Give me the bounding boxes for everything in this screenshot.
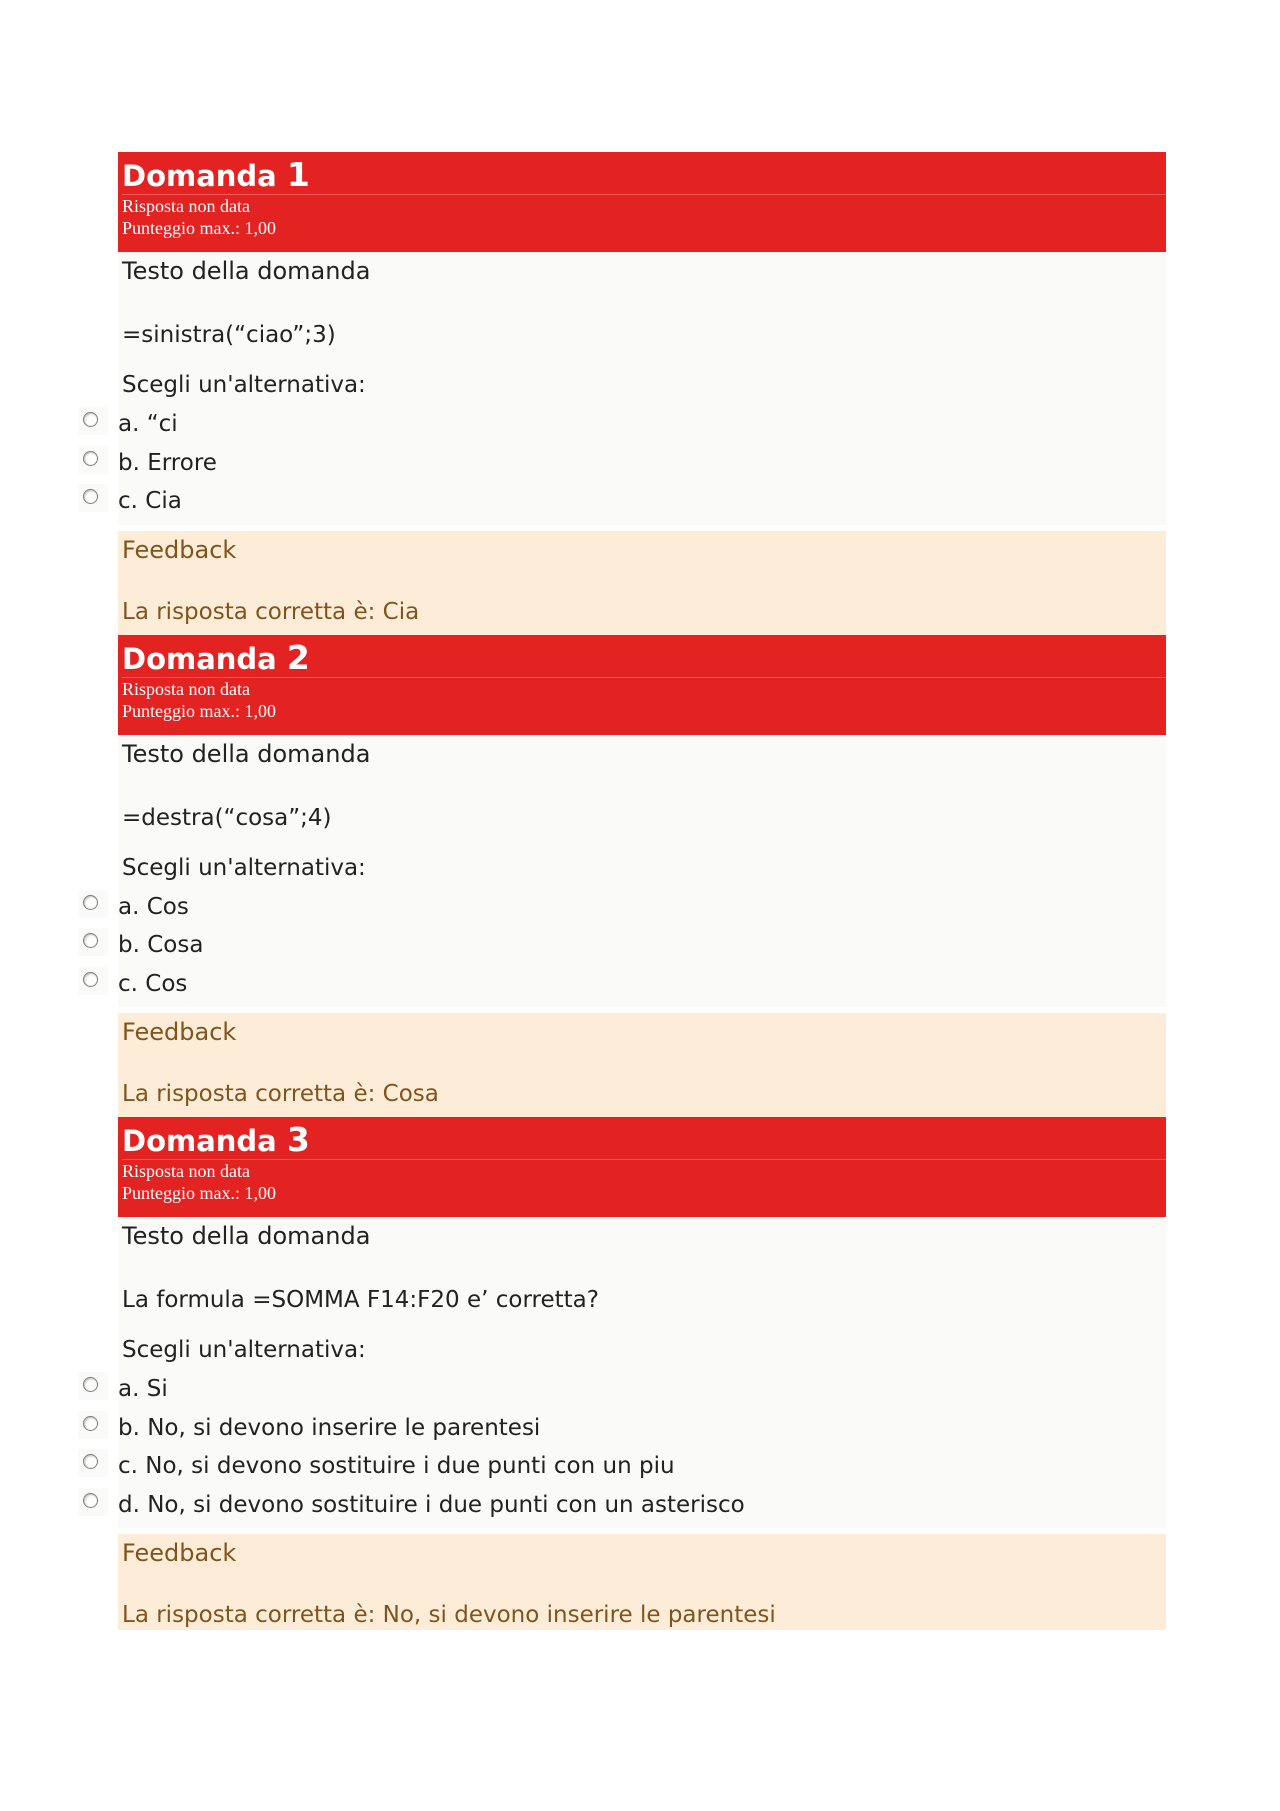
- question-text: =sinistra(“ciao”;3): [122, 322, 336, 348]
- question-title: [122, 155, 1166, 194]
- radio-button-icon[interactable]: [83, 1493, 98, 1508]
- answer-option-d[interactable]: [118, 1486, 1166, 1525]
- question-body: [118, 735, 1166, 1008]
- answer-option-label: c. Cia: [118, 488, 182, 514]
- answer-options: [118, 405, 1166, 525]
- feedback-box: [118, 531, 1166, 635]
- choose-prompt: Scegli un'alternativa:: [122, 372, 366, 398]
- answer-option-b[interactable]: [118, 444, 1166, 483]
- question-body: [118, 1217, 1166, 1528]
- answer-option-b[interactable]: [118, 1409, 1166, 1448]
- answer-option-label: a. Si: [118, 1376, 168, 1402]
- choose-prompt: Scegli un'alternativa:: [122, 1337, 366, 1363]
- question-header: [118, 635, 1166, 735]
- answer-option-a[interactable]: [118, 405, 1166, 444]
- radio-button-icon[interactable]: [83, 489, 98, 504]
- choose-prompt: Scegli un'alternativa:: [122, 854, 366, 881]
- question-body: [118, 252, 1166, 525]
- question-title: [122, 637, 1166, 677]
- feedback-title: Feedback: [122, 1539, 237, 1567]
- question-number: 3: [286, 1120, 310, 1159]
- answer-options: [118, 1370, 1166, 1528]
- question-text-label: Testo della domanda: [122, 1222, 371, 1250]
- answer-option-b[interactable]: [118, 926, 1166, 965]
- answer-options: [118, 888, 1166, 1008]
- answer-option-label: c. No, si devono sostituire i due punti con un piu: [118, 1453, 675, 1479]
- question-status: Risposta non data: [122, 1159, 1166, 1182]
- radio-button-icon[interactable]: [83, 412, 98, 427]
- question-number: 2: [286, 637, 310, 677]
- answer-option-label: d. No, si devono sostituire i due punti con un asterisco: [118, 1491, 745, 1518]
- question-title-word: Domanda: [122, 641, 277, 676]
- question-header: [118, 1117, 1166, 1217]
- question-max-score: Punteggio max.: 1,00: [122, 700, 276, 721]
- answer-option-label: b. Errore: [118, 449, 217, 476]
- answer-option-a[interactable]: [118, 1370, 1166, 1409]
- radio-button-icon[interactable]: [83, 1377, 98, 1392]
- question-status: Risposta non data: [122, 194, 1166, 217]
- question-2: [0, 635, 1280, 1118]
- answer-option-label: a. Cos: [118, 893, 189, 920]
- feedback-title: Feedback: [122, 1018, 237, 1046]
- question-header: [118, 152, 1166, 252]
- question-title: [122, 1120, 1166, 1159]
- question-text: =destra(“cosa”;4): [122, 804, 332, 831]
- answer-option-label: b. No, si devono inserire le parentesi: [118, 1414, 541, 1441]
- answer-option-label: b. Cosa: [118, 932, 204, 958]
- question-status: Risposta non data: [122, 677, 1166, 700]
- answer-option-c[interactable]: [118, 482, 1166, 521]
- feedback-box: [118, 1534, 1166, 1630]
- radio-button-icon[interactable]: [83, 451, 98, 466]
- feedback-box: [118, 1013, 1166, 1117]
- question-text-label: Testo della domanda: [122, 257, 371, 285]
- question-max-score: Punteggio max.: 1,00: [122, 1183, 276, 1203]
- answer-option-label: a. “ci: [118, 411, 178, 437]
- question-number: 1: [286, 155, 310, 194]
- question-title-word: Domanda: [122, 1124, 277, 1158]
- radio-button-icon[interactable]: [83, 933, 98, 948]
- correct-answer-text: La risposta corretta è: Cosa: [122, 1081, 439, 1107]
- radio-button-icon[interactable]: [83, 972, 98, 987]
- quiz-review-page: [0, 152, 1280, 1630]
- answer-option-c[interactable]: [118, 1447, 1166, 1486]
- correct-answer-text: La risposta corretta è: No, si devono inserire le parentesi: [122, 1602, 776, 1628]
- radio-button-icon[interactable]: [83, 1454, 98, 1469]
- answer-option-a[interactable]: [118, 888, 1166, 927]
- correct-answer-text: La risposta corretta è: Cia: [122, 598, 420, 625]
- radio-button-icon[interactable]: [83, 1416, 98, 1431]
- question-text-label: Testo della domanda: [122, 739, 371, 768]
- question-max-score: Punteggio max.: 1,00: [122, 218, 276, 238]
- question-title-word: Domanda: [122, 159, 277, 193]
- question-1: [0, 152, 1280, 635]
- radio-button-icon[interactable]: [83, 895, 98, 910]
- question-3: [0, 1117, 1280, 1630]
- answer-option-c[interactable]: [118, 965, 1166, 1004]
- feedback-title: Feedback: [122, 535, 237, 564]
- answer-option-label: c. Cos: [118, 970, 188, 997]
- question-text: La formula =SOMMA F14:F20 e’ corretta?: [122, 1287, 599, 1313]
